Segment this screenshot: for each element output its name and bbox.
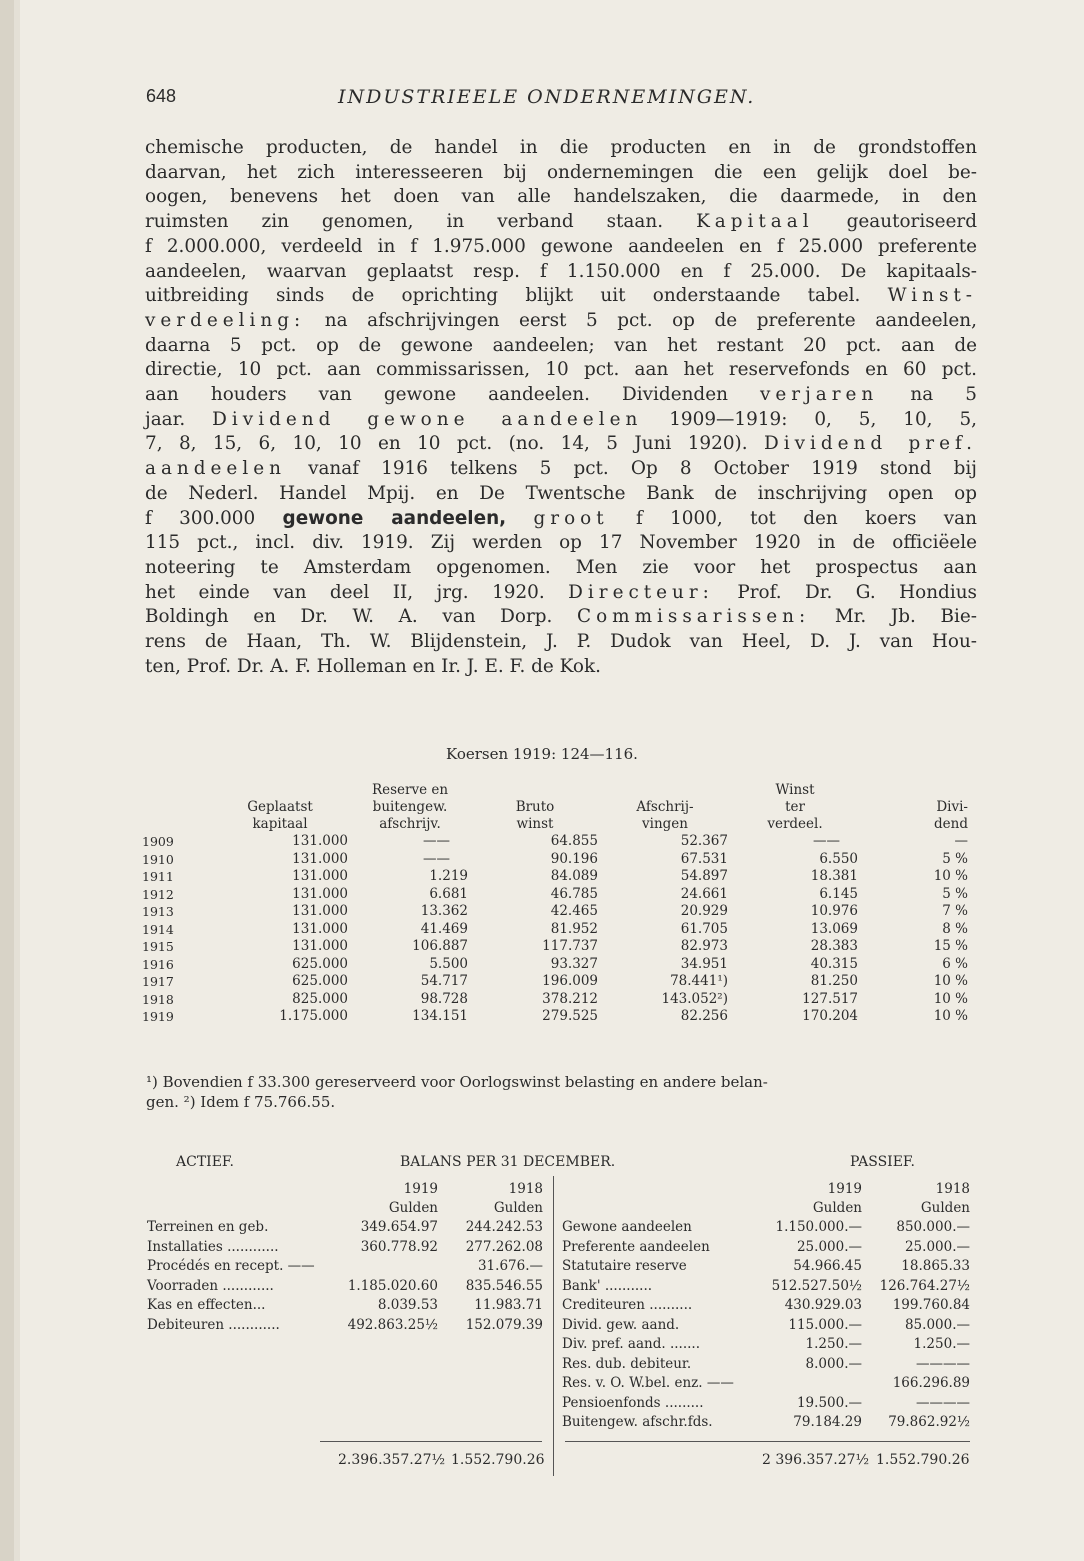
value-1918: 85.000.— bbox=[904, 1316, 970, 1333]
dividend-cell: 5 % bbox=[942, 885, 968, 902]
reserve-cell: —— bbox=[423, 850, 450, 867]
text-line: ten, Prof. Dr. A. F. Holleman en Ir. J. E. F. de Kok. bbox=[145, 655, 601, 677]
reserve-cell: 6.681 bbox=[429, 885, 468, 902]
table-row bbox=[140, 973, 970, 991]
kapitaal-cell: 131.000 bbox=[292, 903, 348, 919]
dividend-cell: 6 % bbox=[942, 955, 968, 972]
item-label: Debiteuren ............ bbox=[147, 1316, 280, 1333]
kapitaal-cell: 131.000 bbox=[292, 920, 348, 937]
value-1918: 18.865.33 bbox=[901, 1258, 970, 1274]
item-label: Res. v. O. W.bel. enz. —— bbox=[562, 1375, 734, 1391]
bruto-cell: 84.089 bbox=[550, 868, 598, 884]
item-label: Statutaire reserve bbox=[562, 1258, 687, 1274]
winst-cell: 10.976 bbox=[810, 903, 858, 919]
year-cell: 1911 bbox=[142, 869, 174, 884]
kapitaal-header: Geplaatst kapitaal bbox=[247, 799, 313, 832]
winst-header: Winst ter verdeel. bbox=[767, 782, 823, 832]
text-line: het einde van deel II, jrg. 1920. Directeur: Prof. Dr. G. Hondius bbox=[145, 581, 977, 603]
reserve-cell: 5.500 bbox=[429, 955, 468, 972]
value-1918: 850.000.— bbox=[896, 1219, 970, 1235]
reserve-cell: 106.887 bbox=[412, 938, 468, 954]
spaced-term: verdeeling: bbox=[145, 309, 306, 331]
text-line: oogen, benevens het doen van alle handelszaken, die daarmede, in den bbox=[145, 186, 977, 208]
year-cell: 1913 bbox=[142, 904, 174, 919]
dividend-cell: 10 % bbox=[933, 1008, 968, 1024]
item-label: Div. pref. aand. ....... bbox=[562, 1336, 700, 1352]
spaced-term: aandeelen bbox=[145, 458, 286, 480]
bruto-cell: 93.327 bbox=[550, 955, 598, 972]
dividend-cell: 10 % bbox=[933, 990, 968, 1007]
kapitaal-cell: 625.000 bbox=[292, 955, 348, 972]
value-1919: 8.000.— bbox=[805, 1355, 862, 1372]
value-1919: 115.000.— bbox=[788, 1316, 862, 1333]
dividend-cell: 5 % bbox=[942, 850, 968, 867]
reserve-cell: 134.151 bbox=[412, 1008, 468, 1024]
bruto-cell: 46.785 bbox=[550, 885, 598, 902]
year-cell: 1910 bbox=[142, 851, 174, 867]
value-1918: 25.000.— bbox=[904, 1238, 970, 1255]
value-1919: 360.778.92 bbox=[360, 1238, 438, 1255]
year-cell: 1909 bbox=[142, 834, 174, 849]
text-line: chemische producten, de handel in die producten en in de grondstoffen bbox=[145, 137, 977, 158]
kapitaal-cell: 131.000 bbox=[292, 868, 348, 884]
kapitaal-cell: 625.000 bbox=[292, 973, 348, 989]
value-1919: 8.039.53 bbox=[377, 1297, 438, 1313]
winst-cell: 40.315 bbox=[810, 955, 858, 972]
passief-row bbox=[560, 1374, 972, 1394]
afschrijvingen-cell: 20.929 bbox=[680, 903, 728, 919]
spaced-term: Winst- bbox=[887, 285, 977, 307]
text-line: 7, 8, 15, 6, 10, 10 en 10 pct. (no. 14, 5 Juni 1920). Dividend pref. bbox=[145, 433, 977, 455]
text-line: directie, 10 pct. aan commissarissen, 10 pct. aan het reservefonds en 60 pct. bbox=[145, 359, 977, 381]
bruto-cell: 90.196 bbox=[550, 850, 598, 867]
value-1918: 126.764.27½ bbox=[879, 1277, 970, 1294]
actief-row bbox=[145, 1296, 545, 1316]
actief-row bbox=[145, 1316, 545, 1336]
text-line: noteering te Amsterdam opgenomen. Men zie voor het prospectus aan bbox=[145, 556, 977, 578]
value-1919 bbox=[335, 1257, 440, 1277]
dividend-table bbox=[140, 782, 970, 1026]
bruto-header: Bruto winst bbox=[515, 799, 555, 832]
actief-row bbox=[145, 1277, 545, 1297]
reserve-cell: 54.717 bbox=[420, 973, 468, 989]
year-row: 1919 1918 bbox=[827, 1181, 970, 1197]
dividend-header: Divi- dend bbox=[934, 799, 968, 832]
item-label: Preferente aandeelen bbox=[562, 1238, 710, 1255]
value-1918: ———— bbox=[916, 1355, 970, 1372]
value-1919: 492.863.25½ bbox=[347, 1316, 438, 1333]
afschrijvingen-cell: 34.951 bbox=[680, 955, 728, 972]
balance-heading bbox=[146, 1154, 976, 1174]
bruto-cell: 81.952 bbox=[550, 920, 598, 937]
year-cell: 1912 bbox=[142, 886, 174, 902]
spaced-term: Dividend gewone aandeelen bbox=[212, 408, 643, 430]
passief-row bbox=[560, 1296, 972, 1316]
dividend-cell: 15 % bbox=[933, 938, 968, 954]
year-cell: 1919 bbox=[142, 1009, 174, 1024]
year-cell: 1918 bbox=[142, 991, 174, 1007]
passief-row bbox=[560, 1413, 972, 1433]
table-row bbox=[140, 938, 970, 956]
balance-title: BALANS PER 31 DECEMBER. bbox=[400, 1154, 616, 1170]
spaced-term: groot bbox=[533, 507, 609, 529]
value-1918: 1.250.— bbox=[913, 1336, 970, 1352]
item-label: Terreinen en geb. bbox=[147, 1219, 269, 1235]
reserve-cell: 1.219 bbox=[429, 868, 468, 884]
winst-cell: 18.381 bbox=[810, 868, 858, 884]
spaced-term: Directeur: bbox=[568, 581, 714, 603]
passief-row bbox=[560, 1218, 972, 1238]
year-header bbox=[140, 782, 210, 833]
afschrijvingen-header: Afschrij- vingen bbox=[636, 799, 694, 832]
passief-row bbox=[560, 1355, 972, 1375]
year-cell: 1916 bbox=[142, 956, 174, 972]
value-1919: 430.929.03 bbox=[784, 1297, 862, 1313]
reserve-header: Reserve en buitengew. afschrijv. bbox=[371, 782, 449, 832]
text-line: de Nederl. Handel Mpij. en De Twentsche Bank de inschrijving open op bbox=[145, 482, 977, 504]
text-line: Boldingh en Dr. W. A. van Dorp. Commissarissen: Mr. Jb. Bie- bbox=[145, 606, 977, 628]
table-row bbox=[140, 886, 970, 904]
table-row bbox=[140, 921, 970, 939]
item-label: Res. dub. debiteur. bbox=[562, 1355, 692, 1372]
table-row bbox=[140, 991, 970, 1009]
text-line: verdeeling: na afschrijvingen eerst 5 pct. op de preferente aandeelen, bbox=[145, 309, 977, 331]
table-row bbox=[140, 833, 970, 851]
dividend-cell: 10 % bbox=[933, 973, 968, 989]
koersen-line: Koersen 1919: 124—116. bbox=[446, 745, 638, 763]
afschrijvingen-cell: 82.256 bbox=[680, 1008, 728, 1024]
winst-cell: 81.250 bbox=[810, 973, 858, 989]
passief-row bbox=[560, 1277, 972, 1297]
table-row bbox=[140, 903, 970, 921]
passief-table bbox=[560, 1180, 972, 1433]
value-1919 bbox=[762, 1374, 864, 1394]
passief-label: PASSIEF. bbox=[850, 1154, 915, 1170]
spaced-term: Dividend pref. bbox=[763, 433, 977, 455]
winst-cell: 28.383 bbox=[810, 938, 858, 954]
value-1919: 19.500.— bbox=[796, 1394, 862, 1411]
passief-row bbox=[560, 1316, 972, 1336]
value-1919: 25.000.— bbox=[796, 1238, 862, 1255]
table-row bbox=[140, 851, 970, 869]
kapitaal-cell: 825.000 bbox=[292, 990, 348, 1007]
text-line: aan houders van gewone aandeelen. Dividenden verjaren na 5 bbox=[145, 384, 977, 406]
running-title: INDUSTRIEELE ONDERNEMINGEN. bbox=[338, 86, 756, 108]
balance-divider bbox=[553, 1176, 554, 1476]
afschrijvingen-cell: 54.897 bbox=[680, 868, 728, 884]
item-label: Voorraden ............ bbox=[147, 1277, 274, 1294]
unit-row: Gulden Gulden bbox=[388, 1200, 543, 1216]
text-line: f 2.000.000, verdeeld in f 1.975.000 gewone aandeelen en f 25.000 preferente bbox=[145, 235, 977, 257]
value-1918: 244.242.53 bbox=[465, 1219, 543, 1235]
spaced-term: Commissarissen: bbox=[577, 606, 811, 628]
afschrijvingen-cell: 61.705 bbox=[680, 920, 728, 937]
body-paragraph bbox=[145, 136, 977, 679]
kapitaal-cell: 131.000 bbox=[292, 938, 348, 954]
winst-cell: 127.517 bbox=[802, 990, 858, 1007]
text-line: ruimsten zin genomen, in verband staan. Kapitaal geautoriseerd bbox=[145, 211, 977, 233]
item-label: Procédés en recept. —— bbox=[147, 1258, 315, 1274]
dividend-cell: 8 % bbox=[942, 920, 968, 937]
item-label: Divid. gew. aand. bbox=[562, 1316, 680, 1333]
dividend-cell: 7 % bbox=[942, 903, 968, 919]
bruto-cell: 378.212 bbox=[542, 990, 598, 1007]
actief-row bbox=[145, 1257, 545, 1277]
winst-cell: —— bbox=[813, 833, 840, 849]
kapitaal-cell: 131.000 bbox=[292, 833, 348, 849]
actief-label: ACTIEF. bbox=[176, 1154, 234, 1170]
reserve-cell: 13.362 bbox=[420, 903, 468, 919]
value-1919: 54.966.45 bbox=[793, 1258, 862, 1274]
item-label: Buitengew. afschr.fds. bbox=[562, 1414, 713, 1430]
bruto-cell: 196.009 bbox=[542, 973, 598, 989]
kapitaal-cell: 131.000 bbox=[292, 850, 348, 867]
afschrijvingen-cell: 24.661 bbox=[680, 885, 728, 902]
year-cell: 1915 bbox=[142, 939, 174, 954]
winst-cell: 13.069 bbox=[810, 920, 858, 937]
total-rule bbox=[320, 1441, 542, 1442]
bruto-cell: 64.855 bbox=[550, 833, 598, 849]
text-line: jaar. Dividend gewone aandeelen 1909—1919: 0, 5, 10, 5, bbox=[145, 408, 977, 430]
table-header-row bbox=[140, 782, 970, 833]
value-1918: 11.983.71 bbox=[474, 1297, 543, 1313]
value-1918: 152.079.39 bbox=[465, 1316, 543, 1333]
value-1918: 31.676.— bbox=[477, 1258, 543, 1274]
reserve-cell: 41.469 bbox=[420, 920, 468, 937]
unit-row: Gulden Gulden bbox=[812, 1200, 970, 1216]
value-1918: 199.760.84 bbox=[892, 1297, 970, 1313]
page-header bbox=[146, 86, 964, 110]
text-line: rens de Haan, Th. W. Blijdenstein, J. P. Dudok van Heel, D. J. van Hou- bbox=[145, 631, 977, 653]
bruto-cell: 42.465 bbox=[550, 903, 598, 919]
kapitaal-cell: 1.175.000 bbox=[279, 1008, 348, 1024]
dividend-cell: 10 % bbox=[933, 868, 968, 884]
text-line: aandeelen vanaf 1916 telkens 5 pct. Op 8 October 1919 stond bij bbox=[145, 458, 977, 480]
actief-total-1919: 2.396.357.27½ bbox=[338, 1452, 446, 1468]
item-label: Gewone aandeelen bbox=[562, 1219, 692, 1235]
page-number: 648 bbox=[146, 86, 177, 106]
text-line: aandeelen, waarvan geplaatst resp. f 1.150.000 en f 25.000. De kapitaals- bbox=[145, 260, 977, 282]
passief-total-1919: 2 396.357.27½ bbox=[762, 1452, 870, 1468]
text-line: 115 pct., incl. div. 1919. Zij werden op 17 November 1920 in de officiëele bbox=[145, 532, 977, 554]
year-cell: 1917 bbox=[142, 974, 174, 989]
dividend-cell: — bbox=[954, 833, 968, 849]
item-label: Pensioenfonds ......... bbox=[562, 1394, 704, 1411]
winst-cell: 6.550 bbox=[819, 850, 858, 867]
value-1918: 277.262.08 bbox=[465, 1238, 543, 1255]
actief-total-1918: 1.552.790.26 bbox=[451, 1452, 545, 1468]
value-1918: 166.296.89 bbox=[892, 1375, 970, 1391]
table-row bbox=[140, 868, 970, 886]
passief-row bbox=[560, 1257, 972, 1277]
afschrijvingen-cell: 82.973 bbox=[680, 938, 728, 954]
text-line: uitbreiding sinds de oprichting blijkt uit onderstaande tabel. Winst- bbox=[145, 285, 977, 307]
item-label: Installaties ............ bbox=[147, 1238, 279, 1255]
value-1918: 835.546.55 bbox=[465, 1277, 543, 1294]
reserve-cell: 98.728 bbox=[420, 990, 468, 1007]
actief-table bbox=[145, 1180, 545, 1335]
table-row bbox=[140, 1008, 970, 1026]
passief-row bbox=[560, 1394, 972, 1414]
kapitaal-cell: 131.000 bbox=[292, 885, 348, 902]
item-label: Bank' ........... bbox=[562, 1277, 653, 1294]
text-line: daarna 5 pct. op de gewone aandeelen; van het restant 20 pct. aan de bbox=[145, 334, 977, 356]
spaced-term: verjaren bbox=[760, 384, 879, 406]
reserve-cell: —— bbox=[423, 833, 450, 849]
year-row: 1919 1918 bbox=[403, 1181, 543, 1197]
value-1919: 1.150.000.— bbox=[775, 1219, 862, 1235]
actief-body bbox=[145, 1218, 545, 1335]
table-row bbox=[140, 956, 970, 974]
passief-body bbox=[560, 1218, 972, 1433]
bruto-cell: 117.737 bbox=[542, 938, 598, 954]
footnotes bbox=[146, 1072, 976, 1112]
winst-cell: 6.145 bbox=[819, 885, 858, 902]
passief-row bbox=[560, 1238, 972, 1258]
value-1918: ———— bbox=[916, 1394, 970, 1411]
dividend-table-body bbox=[140, 833, 970, 1026]
item-label: Kas en effecten... bbox=[147, 1297, 266, 1313]
total-rule bbox=[565, 1441, 970, 1442]
passief-total-1918: 1.552.790.26 bbox=[876, 1452, 970, 1468]
winst-cell: 170.204 bbox=[802, 1008, 858, 1024]
afschrijvingen-cell: 78.441¹) bbox=[670, 973, 728, 989]
actief-row bbox=[145, 1218, 545, 1238]
value-1919: 79.184.29 bbox=[793, 1414, 862, 1430]
afschrijvingen-cell: 52.367 bbox=[680, 833, 728, 849]
text-line: f 300.000 gewone aandeelen, groot f 1000, tot den koers van bbox=[145, 507, 977, 529]
value-1919: 1.250.— bbox=[805, 1336, 862, 1352]
actief-row bbox=[145, 1238, 545, 1258]
item-label: Crediteuren .......... bbox=[562, 1297, 693, 1313]
value-1919: 512.527.50½ bbox=[771, 1277, 862, 1294]
year-cell: 1914 bbox=[142, 921, 174, 937]
bold-term: gewone aandeelen, bbox=[282, 507, 507, 529]
footnote-line: ¹) Bovendien f 33.300 gereserveerd voor Oorlogswinst belasting en andere belan- bbox=[146, 1073, 768, 1091]
passief-row bbox=[560, 1335, 972, 1355]
value-1919: 349.654.97 bbox=[360, 1219, 438, 1235]
afschrijvingen-cell: 67.531 bbox=[680, 850, 728, 867]
spaced-term: Kapitaal bbox=[696, 211, 814, 233]
value-1918: 79.862.92½ bbox=[888, 1414, 970, 1430]
value-1919: 1.185.020.60 bbox=[347, 1277, 438, 1294]
text-line: daarvan, het zich interesseeren bij ondernemingen die een gelijk doel be- bbox=[145, 161, 977, 183]
bruto-cell: 279.525 bbox=[542, 1008, 598, 1024]
footnote-line: gen. ²) Idem f 75.766.55. bbox=[146, 1093, 336, 1111]
afschrijvingen-cell: 143.052²) bbox=[661, 990, 728, 1007]
